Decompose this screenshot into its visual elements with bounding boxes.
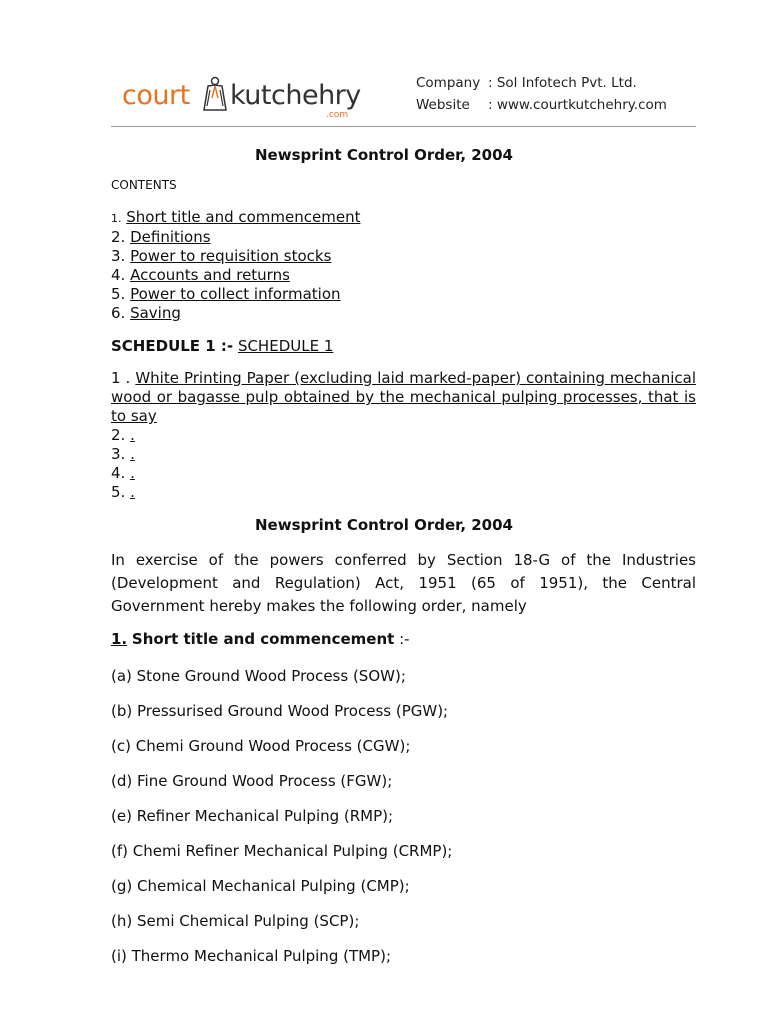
toc-link[interactable]: Saving [130,304,181,322]
toc-link[interactable]: Short title and commencement [126,208,361,226]
courtkutchehry-logo[interactable] [122,74,372,124]
process-item: (d) Fine Ground Wood Process (FGW); [111,772,393,790]
toc-item [111,266,360,285]
process-item: (a) Stone Ground Wood Process (SOW); [111,667,406,685]
schedule-prefix: SCHEDULE 1 :- [111,337,234,355]
schedule-number: 2. [111,426,126,444]
schedule-link[interactable]: SCHEDULE 1 [237,337,334,355]
toc-link[interactable]: Definitions [130,228,211,246]
process-item: (h) Semi Chemical Pulping (SCP); [111,912,360,930]
schedule-link-item[interactable]: . [130,445,135,463]
toc-item [111,285,360,304]
contents-label: CONTENTS [111,178,177,192]
toc-number: 5. [111,285,126,303]
process-item: (g) Chemical Mechanical Pulping (CMP); [111,877,410,895]
toc-item [111,208,360,228]
toc-number: 1. [111,212,122,225]
website-row [416,94,667,116]
toc-number: 4. [111,266,126,284]
toc-link[interactable]: Accounts and returns [130,266,290,284]
process-item: (i) Thermo Mechanical Pulping (TMP); [111,947,392,965]
process-item: (f) Chemi Refiner Mechanical Pulping (CRMP); [111,842,453,860]
company-value: : Sol Infotech Pvt. Ltd. [488,75,637,91]
schedule-number: 5. [111,483,126,501]
section-heading-suffix: :- [399,630,410,648]
website-value[interactable]: : www.courtkutchehry.com [488,97,667,113]
schedule-item [111,464,696,483]
schedule-number: 1 . [111,369,131,387]
schedule-item [111,426,696,445]
schedule-item [111,483,696,502]
schedule-heading [111,337,333,355]
schedule-link-item[interactable]: White Printing Paper (excluding laid marked-paper) containing mechanical wood or bagasse pulp obtained by the mechanical pulping processes, that is to say [111,369,696,425]
schedule-number: 4. [111,464,126,482]
section-number-link[interactable]: 1. [111,630,128,648]
schedule-link-item[interactable]: . [130,483,135,501]
document-title: Newsprint Control Order, 2004 [254,146,513,164]
toc-number: 2. [111,228,126,246]
logo-com-text: .com [326,110,349,120]
process-item: (c) Chemi Ground Wood Process (CGW); [111,737,411,755]
toc-item [111,228,360,247]
section-heading [111,630,410,648]
process-item: (b) Pressurised Ground Wood Process (PGW); [111,702,449,720]
logo-kutchehry-text: kutchehry [230,80,361,111]
schedule-link-item[interactable]: . [130,426,135,444]
toc-item [111,247,360,266]
document-title-repeat: Newsprint Control Order, 2004 [254,516,513,534]
header-divider [111,126,696,127]
schedule-link-item[interactable]: . [130,464,135,482]
toc-number: 6. [111,304,126,322]
toc-link[interactable]: Power to collect information [130,285,341,303]
schedule-number: 3. [111,445,126,463]
website-label: Website [416,97,470,113]
company-label: Company [416,75,481,91]
process-item: (e) Refiner Mechanical Pulping (RMP); [111,807,394,825]
toc-number: 3. [111,247,126,265]
intro-paragraph: In exercise of the powers conferred by Section 18-G of the Industries (Development and Regulation) Act, 1951 (65 of 1951), the Central Government hereby makes the following order, namely [111,551,696,615]
logo-court-text: court [122,80,190,111]
section-heading-text: Short title and commencement [131,630,395,648]
process-list [111,666,452,981]
schedule-item [111,369,696,426]
toc-link[interactable]: Power to requisition stocks [130,247,332,265]
judge-figure-icon [198,76,232,112]
schedule-item [111,445,696,464]
schedule-list [111,369,696,502]
company-row [416,72,667,94]
company-info [416,72,667,116]
toc-item [111,304,360,323]
table-of-contents [111,208,360,323]
